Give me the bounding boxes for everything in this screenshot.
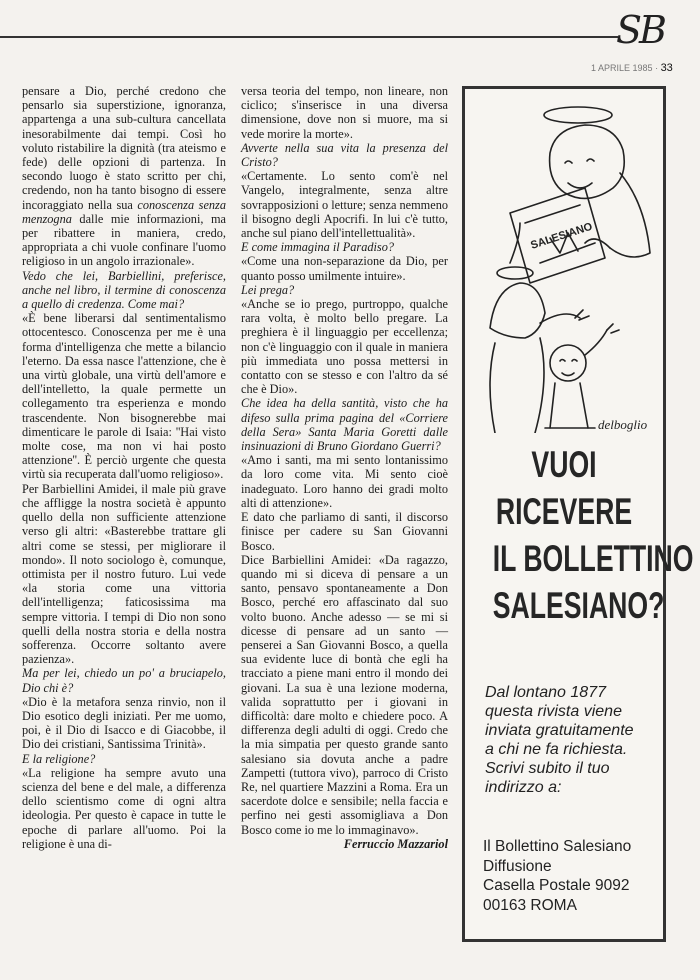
interview-question (241, 396, 448, 453)
address-line: Il Bollettino Salesiano (483, 838, 632, 855)
paragraph-text: «Amo i santi, ma mi sento lontanissimo da loro come vita. Mi sento cioè inadeguato. Loro hanno dei gradi molto alti di attenzione». (241, 453, 448, 510)
magazine-logo: SB (616, 8, 664, 52)
mailing-address (483, 837, 663, 915)
paragraph-text: E dato che parliamo di santi, il discorso finisce per cadere su San Giovanni Bosco. (241, 510, 448, 553)
page-info: 1 APRILE 1985 · 33 (591, 62, 673, 74)
promo-body-line: Scrivi subito il tuo (485, 760, 610, 777)
paragraph-text: «Anche se io prego, purtroppo, qualche rara volta, è molto bello pregare. La preghiera è il linguaggio per eccellenza; non c'è linguaggio con il quale in maniera più immediata uno possa mettersi in contatto con se stesso e con l'altro da sé che è Dio». (241, 297, 448, 397)
artist-signature: delboglio (598, 417, 648, 432)
paragraph (22, 695, 226, 752)
paragraph-text: «Dio è la metafora senza rinvio, non il Dio esotico degli iniziati. Per me uomo, poi, è il Dio di Isacco e di Giacobbe, il Dio dei cristiani, Santissima Trinità». (22, 694, 226, 752)
paragraph-text: Lei prega? (241, 282, 295, 297)
paragraph-text: «Come una non-separazione da Dio, per quanto posso umilmente intuire». (241, 254, 448, 283)
interview-question (241, 141, 448, 169)
article-column-2 (241, 84, 448, 851)
paragraph (22, 84, 226, 269)
paragraph-text: E come immagina il Paradiso? (241, 240, 395, 255)
paragraph (22, 482, 226, 667)
paragraph-text: Avverte nella sua vita la presenza del Cristo? (241, 140, 448, 170)
promo-body-line: Dal lontano 1877 (485, 684, 606, 701)
address-line: 00163 ROMA (483, 896, 577, 914)
interview-question (241, 240, 448, 254)
promo-body-line: indirizzo a: (485, 779, 562, 796)
paragraph-text: Per Barbiellini Amidei, il male più grave che affligge la nostra società è appunto quello della non sufficiente attenzione verso gli altri: «Basterebbe trattare gli altri come se stessi, per migliorare il mondo». Il noto sociologo è, comunque, ottimista per il nostro futuro. Lui vede «la storia come una vittoria dell'intelligenza; faticosissima ma sempre vittoria. I tempi di Dio non sono quelli della nostra storia e della nostra sofferenza. Occorre soltanto avere pazienza». (22, 481, 226, 667)
interview-question (22, 752, 226, 766)
paragraph (22, 766, 226, 851)
paragraph (22, 311, 226, 481)
paragraph-text: Che idea ha della santità, visto che ha difeso sulla prima pagina del «Corriere della Sera» Santa Maria Goretti dalle insinuazioni di Bruno Giordano Guerri? (241, 396, 448, 454)
paragraph (241, 553, 448, 837)
promo-title (492, 441, 694, 629)
paragraph-text: dalle mie informazioni, ma per ribattere in maniera, credo, appropriata a chi vuole confinare l'uomo religioso in un angolo irrazionale». (22, 211, 226, 269)
paragraph (241, 169, 448, 240)
halo-icon (544, 107, 612, 123)
interview-question (22, 666, 226, 694)
emphasis-text: conoscenza senza menzogna (22, 197, 226, 226)
promo-body-line: a chi ne fa richiesta. (485, 741, 628, 758)
promo-body (485, 683, 665, 797)
promo-title-line: VUOI (531, 444, 597, 485)
promo-title-line: SALESIANO? (492, 585, 665, 626)
subscription-box (462, 86, 694, 942)
robed-figure-icon (490, 283, 545, 338)
paragraph-text: pensare a Dio, perché credono che pensarlo sia superstizione, ignoranza, appartenga a una sub-cultura cancellata inesorabilmente dai tempi. Così ho voluto ristabilire la dignità (tra ateismo e fede) delle opzioni di partenza. In secondo luogo è stato scritto per chi, credendo, non ha tanto bisogno di essere incoraggiato nella sua (22, 84, 226, 212)
paragraph (241, 510, 448, 553)
promo-title-line: IL BOLLETTINO (492, 538, 694, 579)
paragraph (241, 254, 448, 282)
paragraph-text: Vedo che lei, Barbiellini, preferisce, anche nel libro, il termine di conoscenza a quello di credenza. Come mai? (22, 268, 226, 312)
header-rule (0, 36, 618, 38)
paragraph-text: «Certamente. Lo sento com'è nel Vangelo, integralmente, senza altre sovrapposizioni o letture; senza nemmeno il bisogno degli Apocrifi. In lui c'è tutto, anche sul piano dell'intellettualità». (241, 169, 448, 241)
paragraph-text: versa teoria del tempo, non lineare, non ciclico; s'inserisce in una diversa dimensione, dove non si muore, ma si vede morire la morte». (241, 84, 448, 141)
promo-body-line: inviata gratuitamente (485, 722, 634, 739)
paragraph-text: Ma per lei, chiedo un po' a bruciapelo, Dio chi è? (22, 666, 226, 695)
author-signature: Ferruccio Mazzariol (343, 836, 448, 851)
paragraph (241, 84, 448, 141)
address-line: Diffusione (483, 857, 552, 875)
paragraph (241, 453, 448, 510)
saints-reading-illustration (470, 93, 660, 433)
interview-question (22, 269, 226, 312)
promo-title-line: RICEVERE (495, 491, 633, 532)
paragraph (241, 297, 448, 396)
page-number: 33 (660, 62, 673, 74)
paragraph-text: E la religione? (22, 751, 96, 766)
paragraph-text: «La religione ha sempre avuto una scienza del bene e del male, a differenza dello scientismo come di ogni altra ideologia. Per questo è capace in tutte le epoche di parlare all'uomo. Poi la religione è una di- (22, 765, 226, 851)
issue-date: 1 APRILE 1985 (591, 63, 653, 73)
paragraph-text: Dice Barbiellini Amidei: «Da ragazzo, quando mi si diceva di pensare a un santo, pensavo spontaneamente a Don Bosco, perché ero affascinato dal suo volto buono. Anche adesso — se mi si dicesse di pensare ad un santo — penserei a San Giovanni Bosco, a quella sua evidente luce di bontà che egli ha tracciato a piene mani entro il mondo dei giovani. La sua è una lezione moderna, valida soprattutto per i giovani in difficoltà: dare molto e chiedere poco. A differenza degli adulti di oggi. Credo che la mia simpatia per questo grande santo salesiano sia dovuta anche a padre Zampetti (tuttora vivo), parroco di Cristo Re, nel quartiere Mazzini a Roma. Era un sacerdote dolce e sensibile; nella faccia e perfino nei gesti assomigliava a Don Bosco come io me lo immaginavo». (241, 552, 448, 837)
address-line: Casella Postale 9092 (483, 877, 630, 894)
promo-body-line: questa rivista viene (485, 703, 622, 720)
book-label: SALESIANO (529, 220, 594, 252)
paragraph-text: «È bene liberarsi dal sentimentalismo ottocentesco. Conoscenza per me è una forma d'intelligenza che mette a bilancio l'eterno. Da essa nasce l'attenzione, che è una virtù globale, una virtù dell'amore e dell'intelletto, la quale permette un collegamento tra esperienza e mondo trascendente. Non bisognerebbe mai dimenticare le parole di Isaia: ''Hai visto molte cose, ma non vi hai posto attenzione''. È perciò urgente che questa virtù sia recuperata dall'uomo religioso». (22, 311, 226, 482)
interview-question (241, 283, 448, 297)
article-column-1 (22, 84, 226, 851)
